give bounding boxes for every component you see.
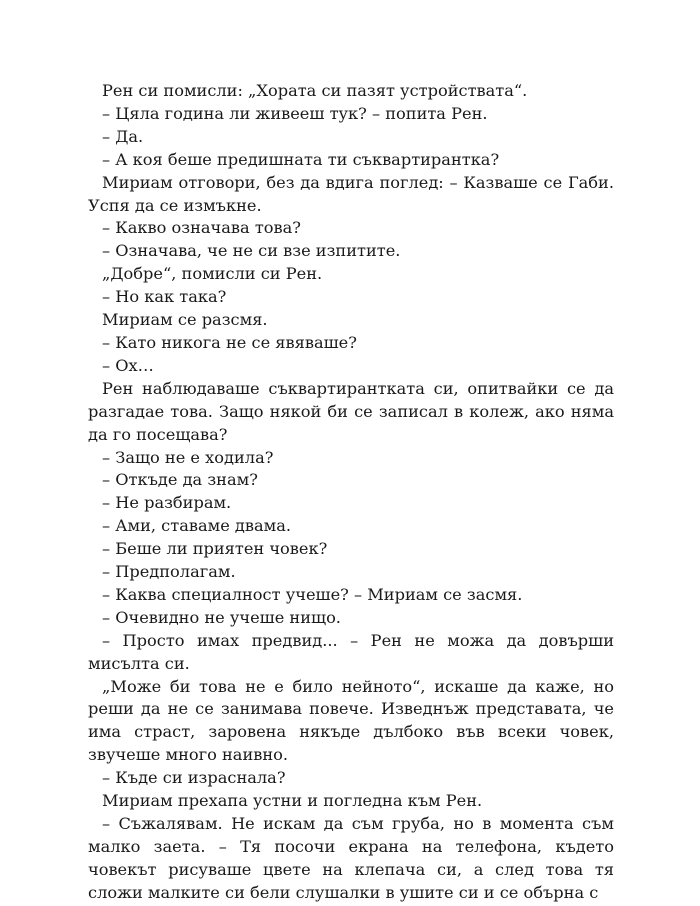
- paragraph: – А коя беше предишната ти съквартирантка?: [102, 149, 500, 169]
- paragraph: – Но как така?: [102, 287, 227, 307]
- paragraph: – Ох…: [102, 355, 154, 375]
- body-text: [88, 80, 614, 905]
- paragraph: Рен си помисли: „Хората си пазят устройствата“.: [102, 81, 528, 100]
- paragraph: – Откъде да знам?: [102, 470, 258, 490]
- paragraph: – Предполагам.: [102, 562, 236, 582]
- paragraph: – Защо не е ходила?: [102, 447, 274, 467]
- paragraph: – Беше ли приятен човек?: [102, 539, 328, 559]
- paragraph: – Очевидно не учеше нищо.: [102, 607, 341, 627]
- paragraph: „Може би това не е било нейното“, искаше да каже, но реши да не се занимава повече. Изведнъж представата, че има страст, заровена някъде дълбоко във всеки човек, звучеше много наивно.: [88, 676, 614, 765]
- paragraph: „Добре“, помисли си Рен.: [102, 264, 323, 284]
- paragraph: – Какво означава това?: [102, 218, 301, 238]
- paragraph: – Да.: [102, 126, 144, 146]
- paragraph: – Каква специалност учеше? – Мириам се засмя.: [102, 584, 523, 604]
- paragraph: – Ами, ставаме двама.: [102, 516, 292, 536]
- paragraph: – Съжалявам. Не искам да съм груба, но в момента съм малко заета. – Тя посочи екрана на телефона, където човекът рисуваше цвете на клепача си, а след това тя сложи малките си бели слушалки в ушите си и се обърна с: [88, 814, 614, 902]
- paragraph: – Не разбирам.: [102, 493, 232, 513]
- paragraph: – Цяла година ли живееш тук? – попита Рен.: [102, 103, 488, 123]
- paragraph: Мириам прехапа устни и погледна към Рен.: [102, 791, 483, 811]
- paragraph: Рен наблюдаваше съквартирантката си, опитвайки се да разгадае това. Защо някой би се записал в колеж, ако няма да го посещава?: [88, 378, 614, 444]
- paragraph: – Просто имах предвид... – Рен не можа да довърши мисълта си.: [88, 630, 614, 673]
- paragraph: – Къде си израснала?: [102, 768, 286, 788]
- paragraph: Мириам отговори, без да вдига поглед: – Казваше се Габи. Успя да се измъкне.: [88, 172, 614, 215]
- paragraph: – Означава, че не си взе изпитите.: [102, 241, 401, 261]
- paragraph: Мириам се разсмя.: [102, 310, 268, 330]
- paragraph: – Като никога не се явяваше?: [102, 332, 357, 352]
